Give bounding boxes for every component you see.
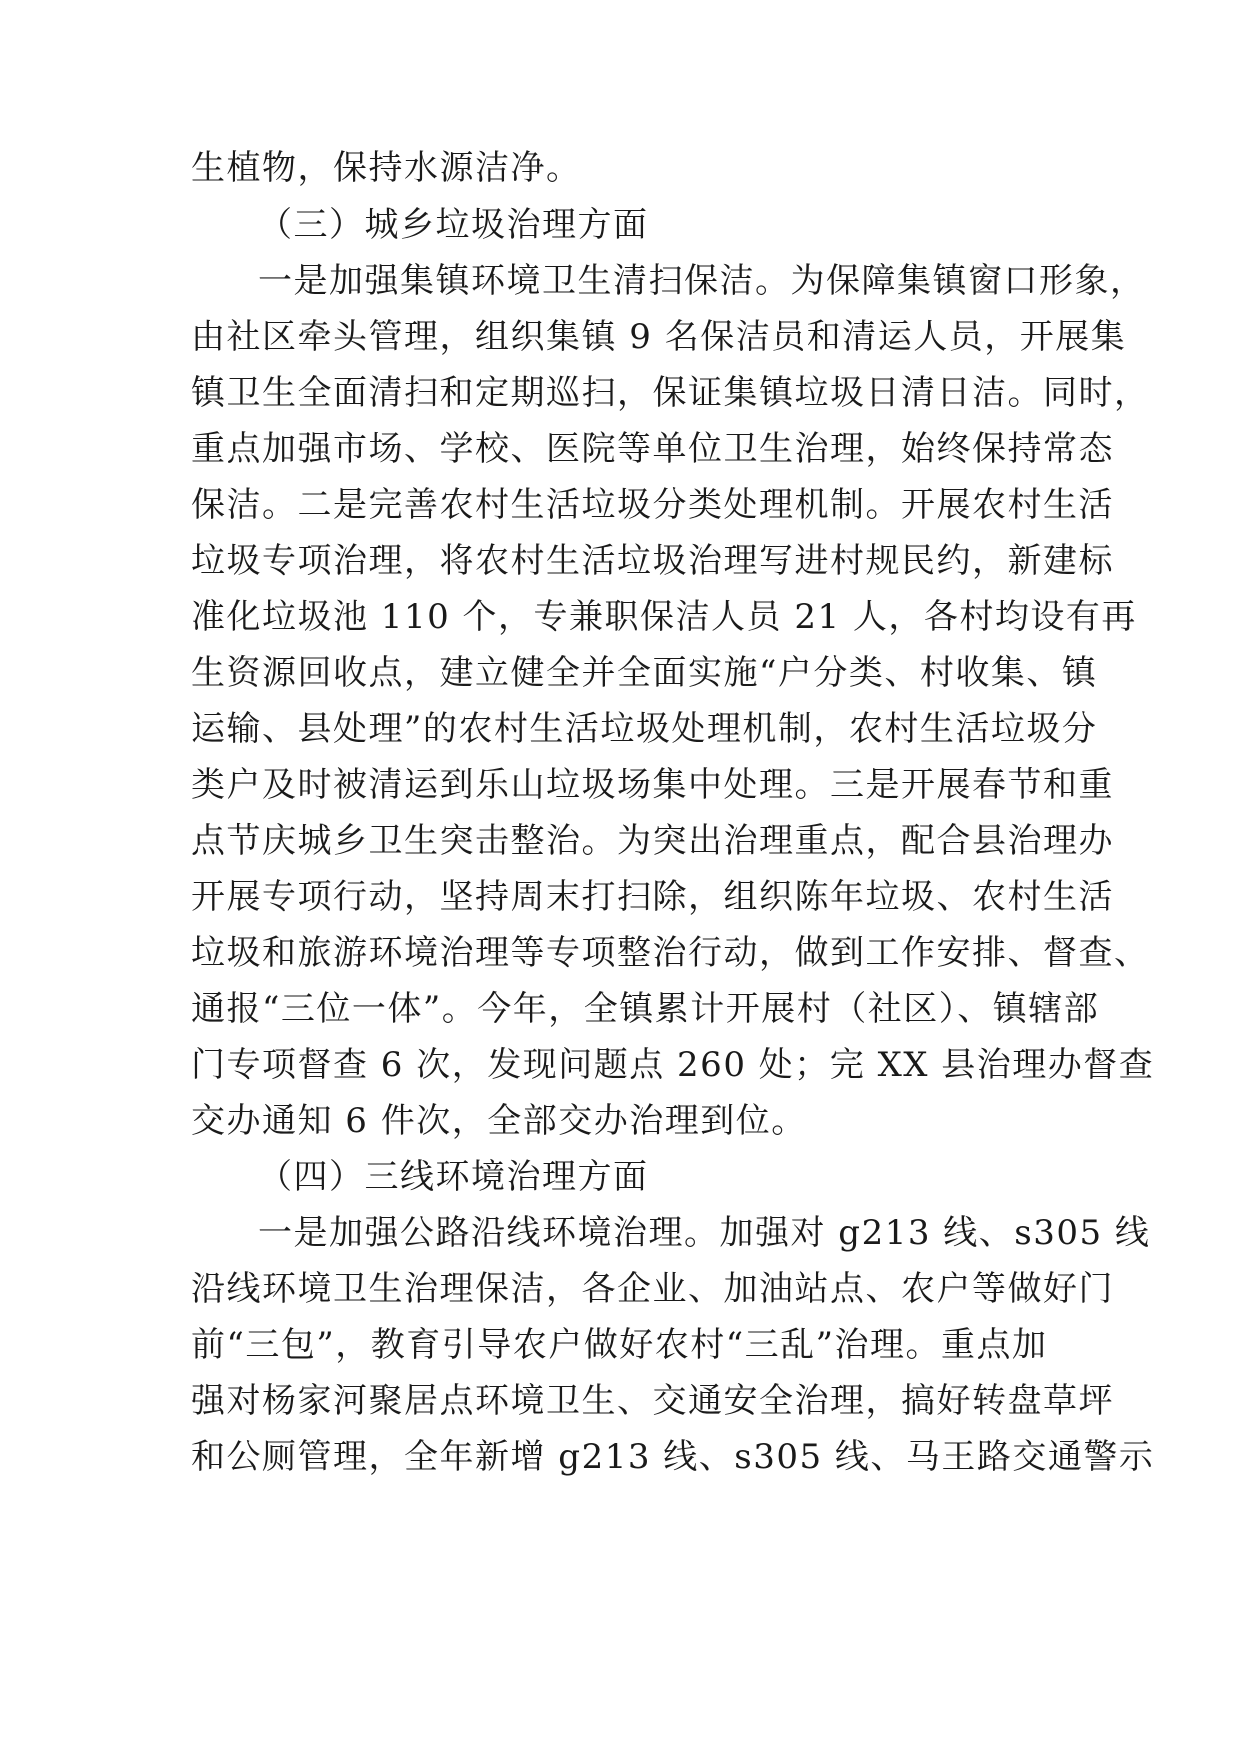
text-line: 门专项督查 6 次，发现问题点 260 处；完 XX 县治理办督查 [191, 1045, 1155, 1085]
paragraph-first-line: 一是加强集镇环境卫生清扫保洁。为保障集镇窗口形象， [258, 261, 1146, 301]
paragraph-first-line: 一是加强公路沿线环境治理。加强对 g213 线、s305 线 [258, 1213, 1151, 1253]
text-line: 沿线环境卫生治理保洁，各企业、加油站点、农户等做好门 [191, 1269, 1114, 1309]
text-line: 垃圾和旅游环境治理等专项整治行动，做到工作安排、督查、 [191, 933, 1150, 973]
text-line: 由社区牵头管理，组织集镇 9 名保洁员和清运人员，开展集 [191, 317, 1127, 357]
section-heading: （三）城乡垃圾治理方面 [258, 205, 649, 245]
text-line: 类户及时被清运到乐山垃圾场集中处理。三是开展春节和重 [191, 765, 1114, 805]
text-line: 生植物，保持水源洁净。 [191, 148, 582, 188]
text-line: 通报“三位一体”。今年，全镇累计开展村（社区）、镇辖部 [191, 989, 1100, 1029]
text-line: 点节庆城乡卫生突击整治。为突出治理重点，配合县治理办 [191, 821, 1114, 861]
text-line: 垃圾专项治理，将农村生活垃圾治理写进村规民约，新建标 [191, 541, 1114, 581]
text-line: 交办通知 6 件次，全部交办治理到位。 [191, 1101, 807, 1141]
text-line: 生资源回收点，建立健全并全面实施“户分类、村收集、镇 [191, 653, 1098, 693]
text-line: 开展专项行动，坚持周末打扫除，组织陈年垃圾、农村生活 [191, 877, 1114, 917]
text-line: 保洁。二是完善农村生活垃圾分类处理机制。开展农村生活 [191, 485, 1114, 525]
text-line: 前“三包”，教育引导农户做好农村“三乱”治理。重点加 [191, 1325, 1048, 1365]
text-line: 和公厕管理，全年新增 g213 线、s305 线、马王路交通警示 [191, 1437, 1155, 1477]
text-line: 运输、县处理”的农村生活垃圾处理机制，农村生活垃圾分 [191, 709, 1098, 749]
text-line: 重点加强市场、学校、医院等单位卫生治理，始终保持常态 [191, 429, 1114, 469]
text-line: 镇卫生全面清扫和定期巡扫，保证集镇垃圾日清日洁。同时， [191, 373, 1150, 413]
section-heading: （四）三线环境治理方面 [258, 1157, 649, 1197]
text-line: 准化垃圾池 110 个，专兼职保洁人员 21 人，各村均设有再 [191, 597, 1137, 637]
text-line: 强对杨家河聚居点环境卫生、交通安全治理，搞好转盘草坪 [191, 1381, 1114, 1421]
